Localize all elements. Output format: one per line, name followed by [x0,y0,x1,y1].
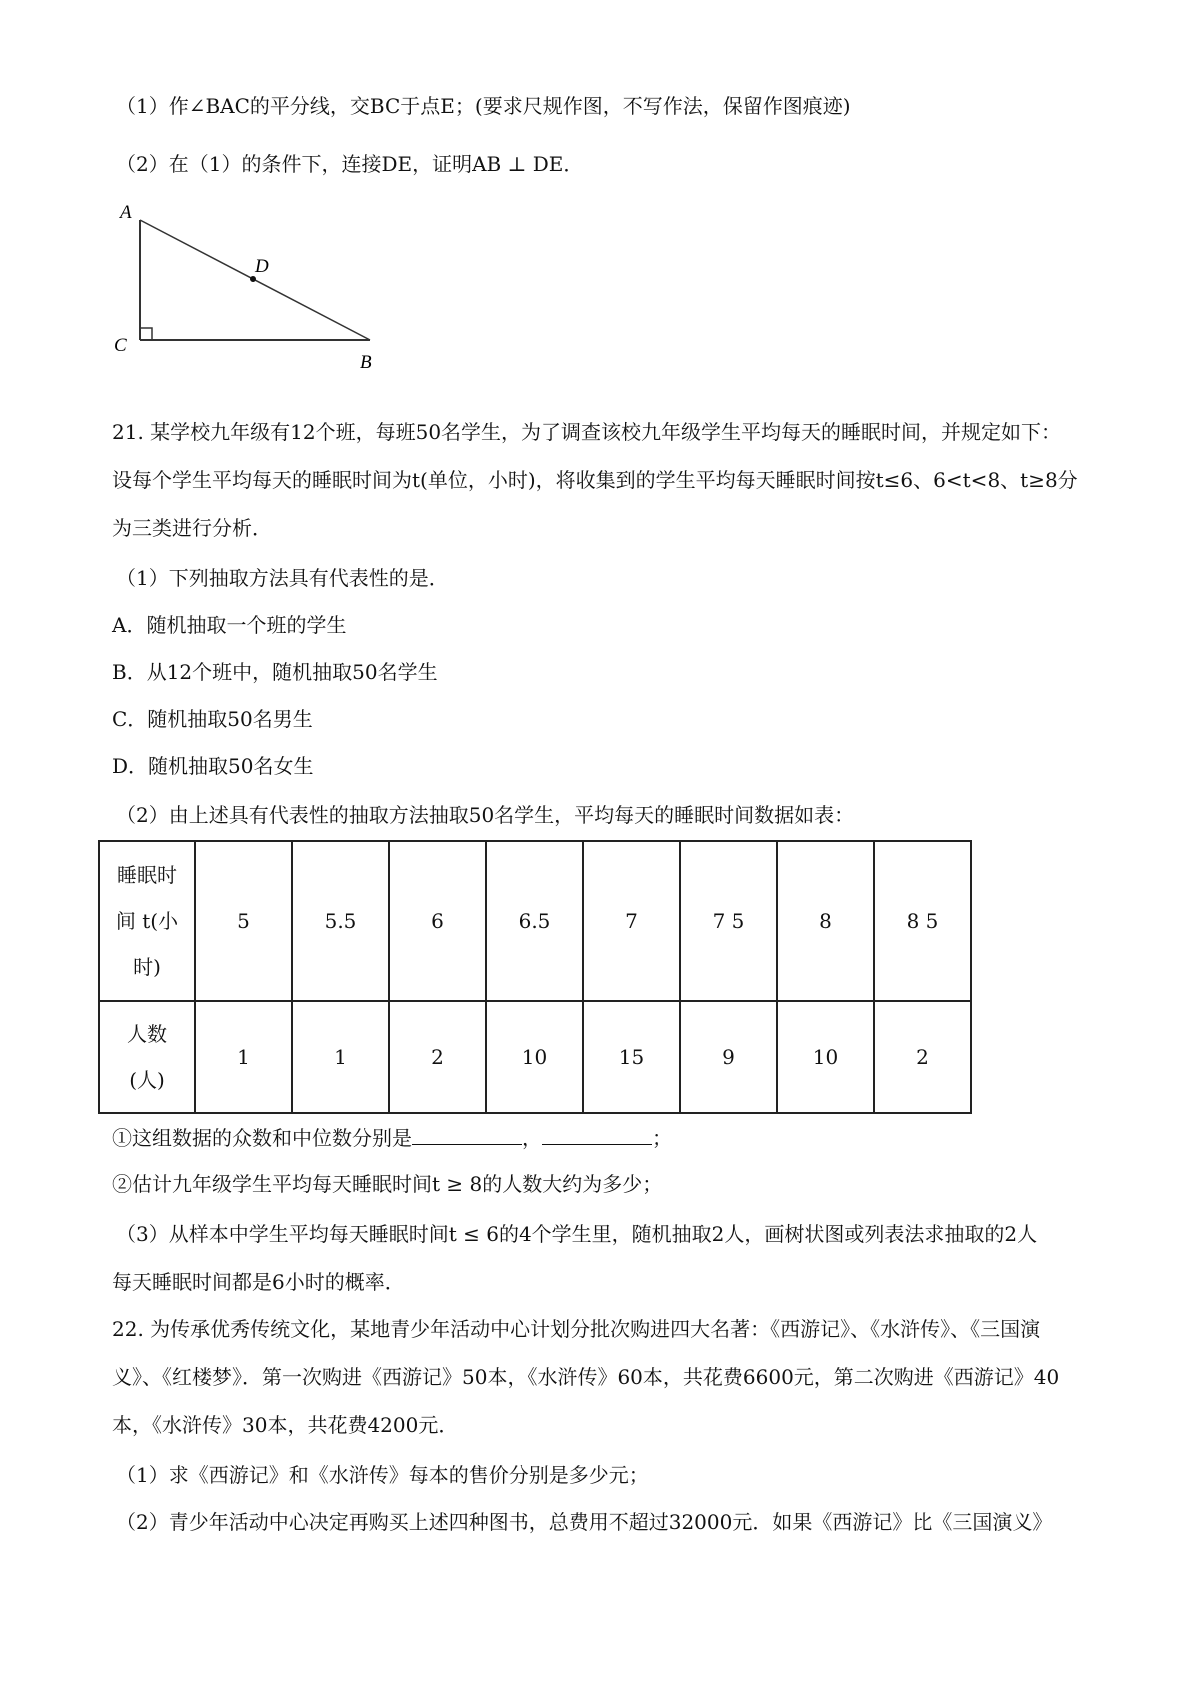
count-cell: 2 [874,1001,971,1113]
time-cell: 8 5 [874,841,971,1001]
q21-part2: （2）由上述具有代表性的抽取方法抽取50名学生，平均每天的睡眠时间数据如表： [116,803,855,827]
q21-line2: 设每个学生平均每天的睡眠时间为t(单位，小时)，将收集到的学生平均每天睡眠时间按t≤6、6<t<8、t≥8分 [112,468,1078,492]
q21-line1: 21. 某学校九年级有12个班，每班50名学生，为了调查该校九年级学生平均每天的睡眠时间，并规定如下： [112,420,1062,444]
q22-part2: （2）青少年活动中心决定再购买上述四种图书，总费用不超过32000元．如果《西游记》比《三国演义》 [116,1510,1053,1534]
table-row [99,1001,971,1113]
table-row [99,841,971,1001]
q21-option-a: A．随机抽取一个班的学生 [112,613,347,637]
header-sleep-time: 睡眠时 间 t(小 时) [99,841,195,1001]
count-cell: 1 [292,1001,389,1113]
count-cell: 15 [583,1001,680,1113]
count-cell: 1 [195,1001,292,1113]
triangle-figure [108,196,408,386]
q22-part1: （1）求《西游记》和《水浒传》每本的售价分别是多少元； [116,1463,649,1487]
q21-option-b: B．从12个班中，随机抽取50名学生 [112,660,438,684]
time-cell: 7 5 [680,841,777,1001]
count-cell: 9 [680,1001,777,1113]
answer-blank-mode[interactable] [412,1126,522,1145]
q22-line2: 义》、《红楼梦》．第一次购进《西游记》50本，《水浒传》60本，共花费6600元，第二次购进《西游记》40 [112,1365,1060,1389]
time-cell: 5.5 [292,841,389,1001]
time-cell: 8 [777,841,874,1001]
count-cell: 10 [777,1001,874,1113]
count-cell: 10 [486,1001,583,1113]
sleep-time-table [98,840,972,1114]
q21-line3: 为三类进行分析． [112,516,272,540]
label-b: B [360,352,372,373]
time-cell: 7 [583,841,680,1001]
answer-blank-median[interactable] [542,1126,652,1145]
time-cell: 5 [195,841,292,1001]
q21-sub1: ①这组数据的众数和中位数分别是 ， ； [112,1126,672,1150]
label-c: C [114,335,127,356]
q21-part1: （1）下列抽取方法具有代表性的是． [116,566,449,590]
header-count: 人数 (人) [99,1001,195,1113]
time-cell: 6 [389,841,486,1001]
q22-line3: 本，《水浒传》30本，共花费4200元． [112,1413,459,1437]
q21-part3-line1: （3）从样本中学生平均每天睡眠时间t ≤ 6的4个学生里，随机抽取2人，画树状图或列表法求抽取的2人 [116,1222,1038,1246]
time-cell: 6.5 [486,841,583,1001]
q21-option-c: C．随机抽取50名男生 [112,707,313,731]
q22-line1: 22. 为传承优秀传统文化，某地青少年活动中心计划分批次购进四大名著：《西游记》、《水浒传》、《三国演 [112,1317,1041,1341]
q21-part3-line2: 每天睡眠时间都是6小时的概率． [112,1270,405,1294]
q20-part2: （2）在（1）的条件下，连接DE，证明AB ⊥ DE． [116,152,584,176]
q21-sub2: ②估计九年级学生平均每天睡眠时间t ≥ 8的人数大约为多少； [112,1172,663,1196]
q20-part1: （1）作∠BAC的平分线，交BC于点E；(要求尺规作图，不写作法，保留作图痕迹) [116,94,851,118]
q21-option-d: D．随机抽取50名女生 [112,754,314,778]
label-d: D [255,256,269,277]
right-angle-mark [140,328,152,340]
label-a: A [120,202,132,223]
count-cell: 2 [389,1001,486,1113]
